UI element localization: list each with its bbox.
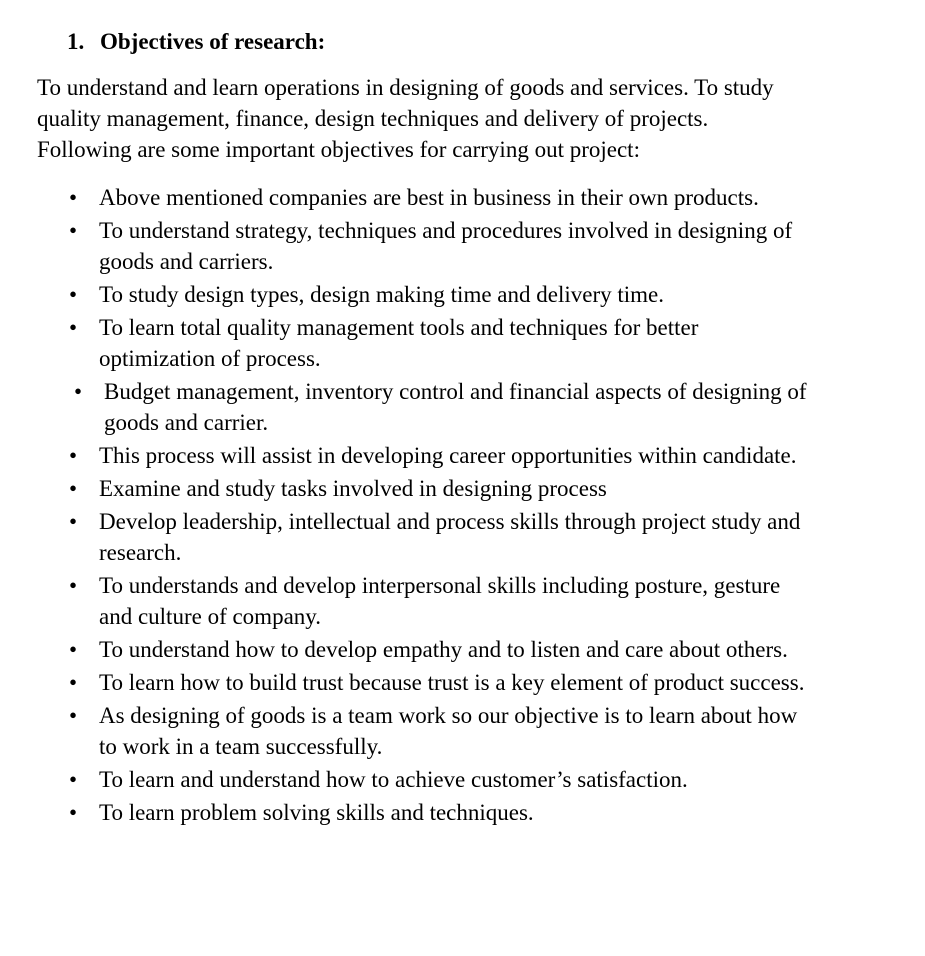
intro-line: quality management, finance, design techniques and delivery of projects. [37, 106, 709, 131]
objective-text: To learn total quality management tools and techniques for better [99, 315, 699, 340]
objective-item [0, 570, 879, 632]
objective-item [0, 215, 879, 277]
intro-line: Following are some important objectives for carrying out project: [37, 137, 640, 162]
objective-item [0, 182, 879, 213]
intro-line: To understand and learn operations in designing of goods and services. To study [37, 75, 774, 100]
objective-text: and culture of company. [99, 604, 322, 629]
objective-text: research. [99, 540, 182, 565]
bullet-icon: • [74, 379, 83, 404]
objective-item [0, 376, 884, 438]
bullet-icon: • [69, 185, 78, 210]
objective-item [0, 312, 879, 374]
bullet-icon: • [69, 282, 78, 307]
objective-text: Budget management, inventory control and financial aspects of designing of [104, 379, 807, 404]
objective-text: Examine and study tasks involved in designing process [99, 476, 607, 501]
bullet-icon: • [69, 443, 78, 468]
objective-item [0, 506, 879, 568]
bullet-icon: • [69, 767, 78, 792]
bullet-icon: • [69, 703, 78, 728]
section-title: Objectives of research: [100, 29, 326, 54]
objective-text: To understands and develop interpersonal skills including posture, gesture [99, 573, 781, 598]
bullet-icon: • [69, 573, 78, 598]
bullet-icon: • [69, 509, 78, 534]
bullet-icon: • [69, 218, 78, 243]
bullet-icon: • [69, 637, 78, 662]
section-heading [67, 28, 325, 56]
objective-text: To understand strategy, techniques and procedures involved in designing of [99, 218, 793, 243]
objective-text: To understand how to develop empathy and to listen and care about others. [99, 637, 788, 662]
objective-text: Above mentioned companies are best in business in their own products. [99, 185, 759, 210]
intro-paragraph [37, 72, 897, 165]
bullet-icon: • [69, 315, 78, 340]
objective-item [0, 797, 879, 828]
objective-text: To study design types, design making time and delivery time. [99, 282, 664, 307]
bullet-icon: • [69, 800, 78, 825]
objective-text: To learn problem solving skills and techniques. [99, 800, 534, 825]
section-number: 1. [67, 29, 85, 54]
objectives-list [0, 182, 925, 830]
objective-item [0, 473, 879, 504]
objective-text: optimization of process. [99, 346, 321, 371]
objective-item [0, 667, 879, 698]
objective-text: goods and carriers. [99, 249, 274, 274]
objective-text: to work in a team successfully. [99, 734, 383, 759]
objective-text: This process will assist in developing career opportunities within candidate. [99, 443, 797, 468]
objective-text: As designing of goods is a team work so our objective is to learn about how [99, 703, 798, 728]
bullet-icon: • [69, 476, 78, 501]
objective-text: To learn how to build trust because trust is a key element of product success. [99, 670, 805, 695]
objective-item [0, 700, 879, 762]
objective-item [0, 440, 879, 471]
bullet-icon: • [69, 670, 78, 695]
objective-text: Develop leadership, intellectual and process skills through project study and [99, 509, 801, 534]
objective-item [0, 279, 879, 310]
objective-text: goods and carrier. [104, 410, 269, 435]
objective-item [0, 764, 879, 795]
objective-text: To learn and understand how to achieve customer’s satisfaction. [99, 767, 688, 792]
objective-item [0, 634, 879, 665]
